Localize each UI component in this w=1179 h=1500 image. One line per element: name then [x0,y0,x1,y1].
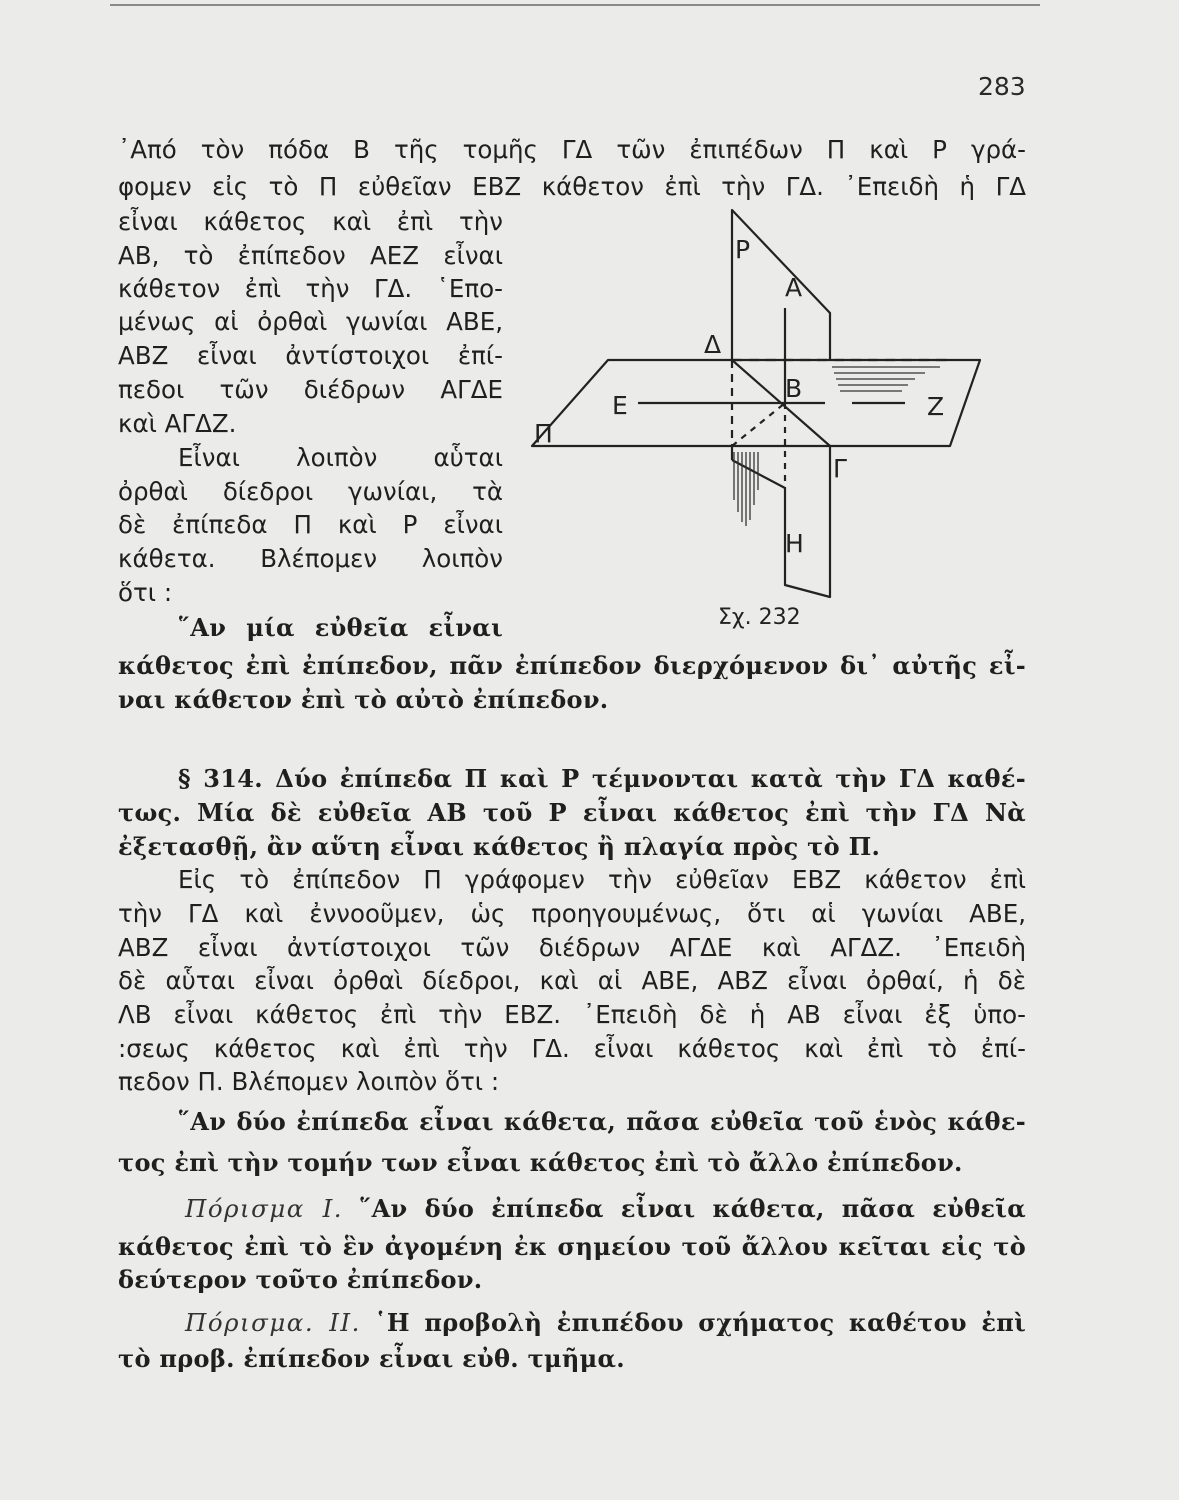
text-line: ΑΒ, τὸ ἐπίπεδον ΑΕΖ εἶναι [118,241,503,270]
text-line: τὴν ΓΔ καὶ ἐννοοῦμεν, ὡς προηγουμένως, ὅτι αἱ γωνίαι ΑΒΕ, [118,899,1026,928]
text-line: ᾿Από τὸν πόδα Β τῆς τομῆς ΓΔ τῶν ἐπιπέδων Π καὶ Ρ γρά- [118,135,1026,164]
label-a: Α [785,273,803,302]
text-line: μένως αἱ ὀρθαὶ γωνίαι ΑΒΕ, [118,307,503,336]
corollary-1-line [185,1193,1026,1225]
top-rule [110,4,1040,6]
text-line: ΛΒ εἶναι κάθετος ἐπὶ τὴν ΕΒΖ. ᾿Επειδὴ δὲ ἡ ΑΒ εἶναι ἐξ ὑπο- [118,1000,1026,1029]
corollary-2-text: ῾Η προβολὴ ἐπιπέδου σχήματος καθέτου ἐπὶ [374,1308,1027,1337]
theorem-line: τος ἐπὶ τὴν τομήν των εἶναι κάθετος ἐπὶ τὸ ἄλλο ἐπίπεδον. [118,1148,963,1177]
text-line: ὅτι : [118,578,173,607]
theorem-line: ῞Αν δύο ἐπίπεδα εἶναι κάθετα, πᾶσα εὐθεῖα τοῦ ἑνὸς κάθε- [178,1107,1026,1136]
text-line: δὲ ἐπίπεδα Π καὶ Ρ εἶναι [118,510,503,539]
label-p: Ρ [735,235,751,264]
text-line: δὲ αὗται εἶναι ὀρθαὶ δίεδροι, καὶ αἱ ΑΒΕ, ΑΒΖ εἶναι ὀρθαί, ἡ δὲ [118,966,1026,995]
theorem-line: κάθετος ἐπὶ ἐπίπεδον, πᾶν ἐπίπεδον διερχόμενον δι᾿ αὐτῆς εἶ- [118,651,1026,680]
corollary-line: τὸ προβ. ἐπίπεδον εἶναι εὐθ. τμῆμα. [118,1344,625,1373]
label-d: Δ [704,330,722,359]
theorem-line: ῞Αν μία εὐθεῖα εἶναι [178,613,503,642]
label-b: Β [785,374,803,403]
text-line: Εἰς τὸ ἐπίπεδον Π γράφομεν τὴν εὐθεῖαν ΕΒΖ κάθετον ἐπὶ [178,865,1026,894]
text-line: ὀρθαὶ δίεδροι γωνίαι, τὰ [118,477,503,506]
text-line: καὶ ΑΓΔΖ. [118,409,237,438]
hatching-upper [832,367,940,391]
text-line: ΑΒΖ εἶναι ἀντίστοιχοι τῶν διέδρων ΑΓΔΕ καὶ ΑΓΔΖ. ᾿Επειδὴ [118,933,1026,962]
text-line: εἶναι κάθετος καὶ ἐπὶ τὴν [118,207,503,236]
hatching-lower [734,452,758,526]
text-line: κάθετα. Βλέπομεν λοιπὸν [118,544,503,573]
corollary-2-line [185,1307,1026,1339]
label-z: Ζ [927,392,945,421]
text-line: φομεν εἰς τὸ Π εὐθεῖαν ΕΒΖ κάθετον ἐπὶ τὴν ΓΔ. ᾿Επειδὴ ἡ ΓΔ [118,172,1026,201]
section-heading-line: ἐξετασθῇ, ἂν αὕτη εἶναι κάθετος ἢ πλαγία πρὸς τὸ Π. [118,832,881,861]
label-pi: Π [534,419,553,448]
text-line: Εἶναι λοιπὸν αὗται [178,443,503,472]
corollary-2-label: Πόρισμα. ΙΙ. [185,1308,361,1337]
label-h: Η [785,529,804,558]
plane-p-upper-outline [732,210,830,360]
figure-caption: Σχ. 232 [718,605,801,630]
text-line: :σεως κάθετος καὶ ἐπὶ τὴν ΓΔ. εἶναι κάθετος καὶ ἐπὶ τὸ ἐπί- [118,1034,1026,1063]
label-g: Γ [833,454,847,483]
section-heading-line: § 314. Δύο ἐπίπεδα Π καὶ Ρ τέμνονται κατὰ τὴν ΓΔ καθέ- [178,764,1026,793]
theorem-line: ναι κάθετον ἐπὶ τὸ αὐτὸ ἐπίπεδον. [118,685,609,714]
section-heading-line: τως. Μία δὲ εὐθεῖα ΑΒ τοῦ Ρ εἶναι κάθετος ἐπὶ τὴν ΓΔ Νὰ [118,798,1026,827]
corollary-line: δεύτερον τοῦτο ἐπίπεδον. [118,1265,483,1294]
label-e: Ε [612,391,628,420]
corollary-1-label: Πόρισμα Ι. [185,1194,344,1223]
text-line: κάθετον ἐπὶ τὴν ΓΔ. ῾Επο- [118,274,503,303]
text-line: ΑΒΖ εἶναι ἀντίστοιχοι ἐπί- [118,341,503,370]
figure-232 [520,200,990,640]
corollary-line: κάθετος ἐπὶ τὸ ἓν ἀγομένη ἐκ σημείου τοῦ ἄλλου κεῖται εἰς τὸ [118,1232,1026,1261]
text-line: πεδον Π. Βλέπομεν λοιπὸν ὅτι : [118,1067,500,1096]
hidden-line [732,403,785,446]
text-line: πεδοι τῶν διέδρων ΑΓΔΕ [118,375,503,404]
page-number: 283 [978,72,1026,101]
corollary-1-text: ῞Αν δύο ἐπίπεδα εἶναι κάθετα, πᾶσα εὐθεῖα [359,1194,1026,1223]
